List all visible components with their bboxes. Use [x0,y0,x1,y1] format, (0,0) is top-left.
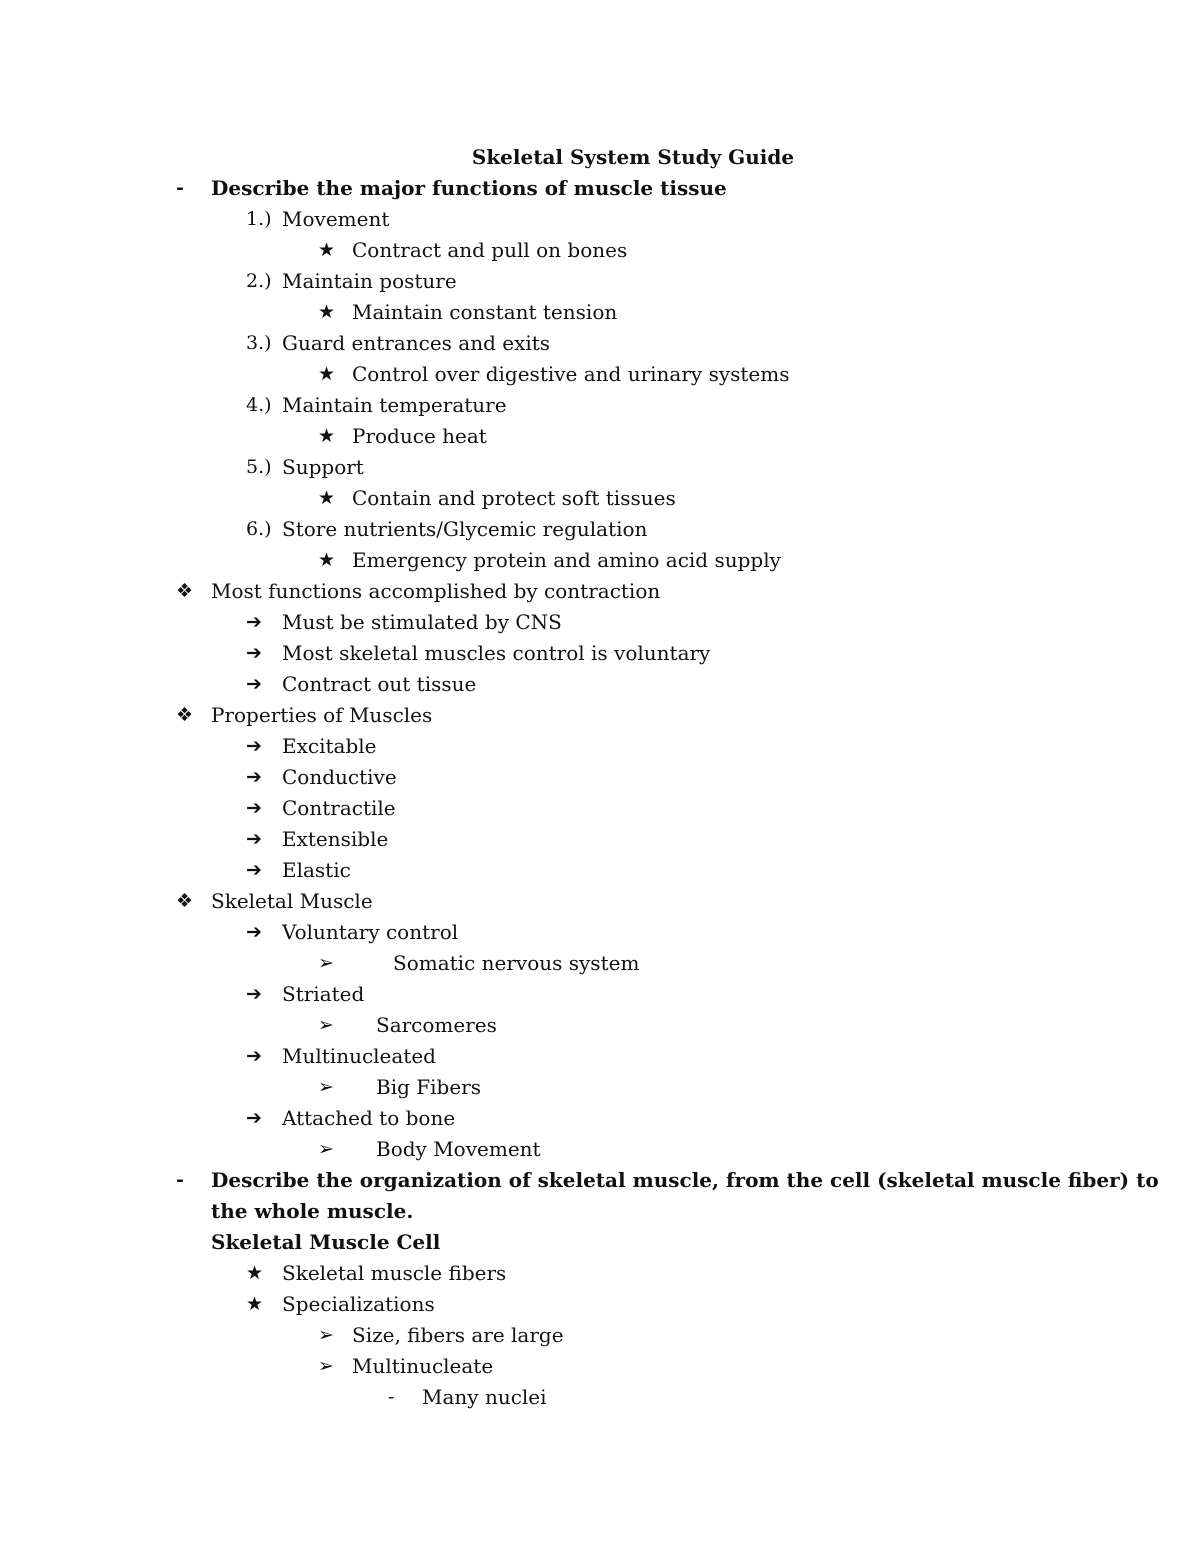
list-item: Most functions accomplished by contraction [211,579,661,603]
line-marker: ❖ [176,890,194,912]
section-heading: the whole muscle. [211,1199,414,1223]
list-item: Specializations [282,1292,435,1316]
line-marker: ➢ [318,1324,334,1346]
section-heading: Describe the organization of skeletal muscle, from the cell (skeletal muscle fiber) to [211,1168,1159,1192]
list-item: Maintain temperature [282,393,507,417]
list-item: Skeletal muscle fibers [282,1261,507,1285]
line-marker: ➔ [246,1107,262,1129]
line-marker: - [176,177,184,199]
list-item: Properties of Muscles [211,703,433,727]
list-item: Big Fibers [376,1075,481,1099]
line-marker: ★ [318,301,336,323]
line-marker: 4.) [246,394,272,416]
list-item: Sarcomeres [376,1013,497,1037]
line-marker: ➢ [318,1014,334,1036]
line-marker: ➢ [318,1355,334,1377]
list-item: Must be stimulated by CNS [282,610,562,634]
list-item: Support [282,455,364,479]
list-item: Maintain constant tension [352,300,618,324]
list-item: Contractile [282,796,396,820]
line-marker: ➢ [318,1076,334,1098]
line-marker: 3.) [246,332,272,354]
line-marker: ★ [318,363,336,385]
line-marker: ★ [318,487,336,509]
line-marker: ➢ [318,952,334,974]
list-item: Conductive [282,765,397,789]
list-item: Contain and protect soft tissues [352,486,676,510]
line-marker: ➔ [246,797,262,819]
list-item: Elastic [282,858,351,882]
line-marker: ➔ [246,828,262,850]
line-marker: ➔ [246,859,262,881]
section-heading: Describe the major functions of muscle tissue [211,176,727,200]
list-item: Guard entrances and exits [282,331,551,355]
list-item: Extensible [282,827,389,851]
list-item: Emergency protein and amino acid supply [352,548,781,572]
list-item: Voluntary control [282,920,459,944]
line-marker: 2.) [246,270,272,292]
line-marker: - [388,1386,395,1408]
line-marker: ➔ [246,735,262,757]
list-item: Size, fibers are large [352,1323,564,1347]
list-item: Contract out tissue [282,672,477,696]
list-item: Excitable [282,734,377,758]
list-item: Produce heat [352,424,487,448]
line-marker: ❖ [176,580,194,602]
section-heading: Skeletal Muscle Cell [211,1230,441,1254]
line-marker: ★ [318,425,336,447]
line-marker: ➢ [318,1138,334,1160]
list-item: Store nutrients/Glycemic regulation [282,517,648,541]
line-marker: ★ [318,549,336,571]
line-marker: ➔ [246,921,262,943]
document-title: Skeletal System Study Guide [471,145,795,169]
line-marker: 6.) [246,518,272,540]
list-item: Multinucleate [352,1354,494,1378]
line-marker: ➔ [246,1045,262,1067]
list-item: Somatic nervous system [393,951,640,975]
list-item: Control over digestive and urinary systems [352,362,790,386]
line-marker: ➔ [246,611,262,633]
list-item: Multinucleated [282,1044,436,1068]
list-item: Body Movement [376,1137,541,1161]
line-marker: ➔ [246,642,262,664]
list-item: Most skeletal muscles control is voluntary [282,641,711,665]
list-item: Striated [282,982,365,1006]
list-item: Contract and pull on bones [352,238,628,262]
line-marker: ➔ [246,673,262,695]
list-item: Skeletal Muscle [211,889,373,913]
line-marker: ➔ [246,983,262,1005]
list-item: Attached to bone [282,1106,456,1130]
line-marker: ★ [246,1293,264,1315]
line-marker: ➔ [246,766,262,788]
line-marker: ★ [318,239,336,261]
line-marker: ★ [246,1262,264,1284]
line-marker: - [176,1169,184,1191]
list-item: Many nuclei [422,1385,547,1409]
line-marker: 1.) [246,208,272,230]
list-item: Maintain posture [282,269,457,293]
list-item: Movement [282,207,390,231]
line-marker: 5.) [246,456,272,478]
line-marker: ❖ [176,704,194,726]
